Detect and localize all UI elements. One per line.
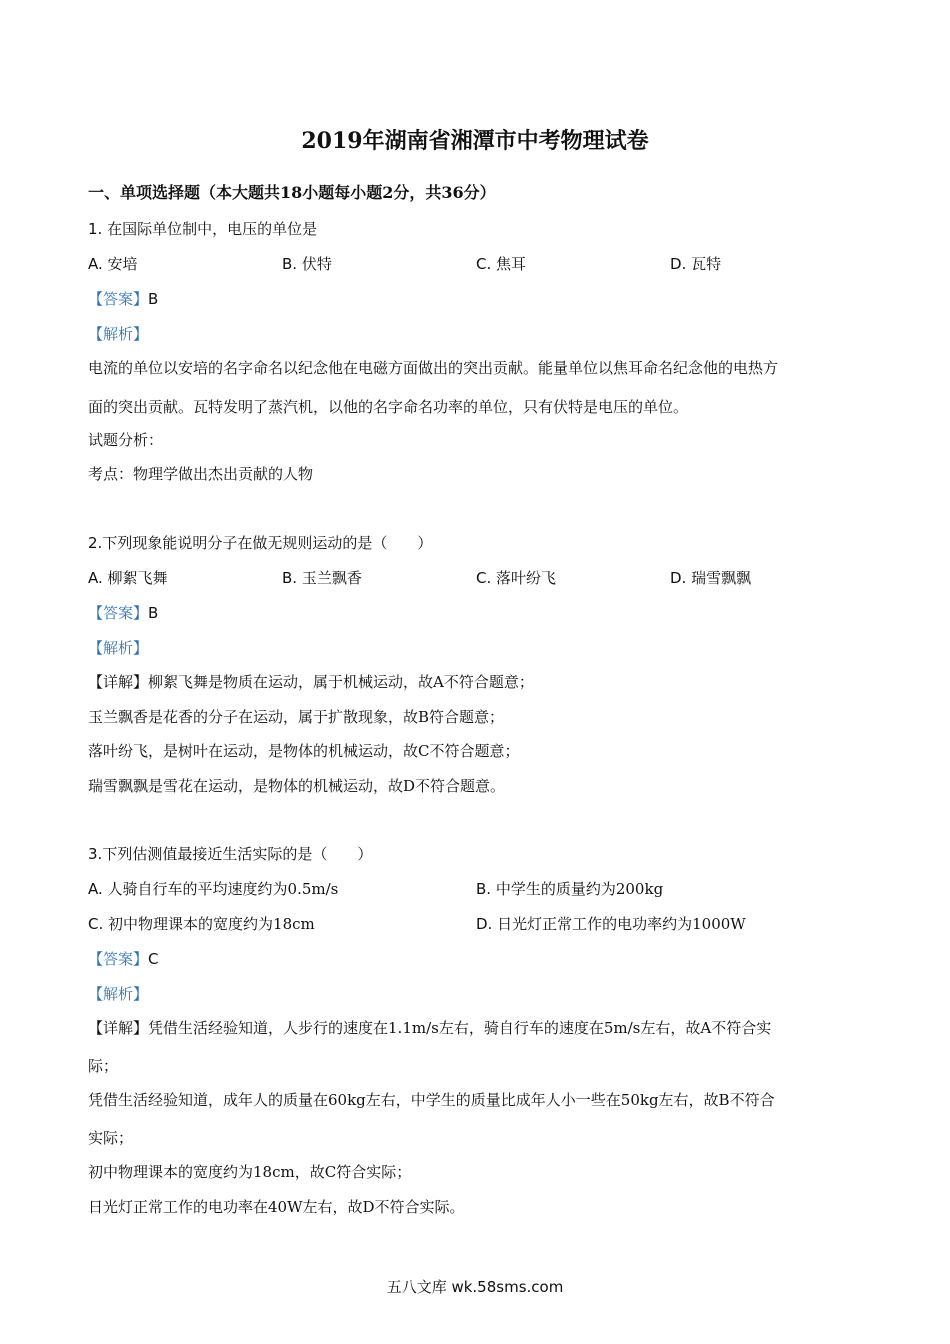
q1-option-a: A. 安培 xyxy=(88,255,138,273)
q2-option-b: B. 玉兰飘香 xyxy=(282,569,362,587)
q1-analysis-tag: 【解析】 xyxy=(88,325,149,343)
detail-tag: 【详解】 xyxy=(88,1019,149,1037)
q3-explanation-line: 际； xyxy=(88,1057,119,1075)
q3-explanation-line: 实际； xyxy=(88,1129,134,1147)
q1-option-d: D. 瓦特 xyxy=(670,255,722,273)
question-number: 2. xyxy=(88,534,103,552)
question-3-stem xyxy=(88,843,372,864)
q3-explanation-line: 凭借生活经验知道，成年人的质量在60kg左右，中学生的质量比成年人小一些在50kg左右，故B不符合 xyxy=(88,1091,775,1109)
q2-option-a: A. 柳絮飞舞 xyxy=(88,569,168,587)
q2-analysis-tag: 【解析】 xyxy=(88,639,149,657)
q2-detail-line: 【详解】柳絮飞舞是物质在运动，属于机械运动，故A不符合题意； xyxy=(88,673,534,691)
question-number: 3. xyxy=(88,845,103,863)
q1-option-c: C. 焦耳 xyxy=(476,255,527,273)
q2-answer xyxy=(88,602,158,623)
q3-analysis-tag: 【解析】 xyxy=(88,985,149,1003)
answer-value: B xyxy=(148,604,159,622)
q3-answer xyxy=(88,948,159,969)
section-heading: 一、单项选择题（本大题共18小题每小题2分，共36分） xyxy=(88,183,496,202)
q1-option-b: B. 伏特 xyxy=(282,255,332,273)
answer-value: C xyxy=(148,950,159,968)
q1-explanation-line: 电流的单位以安培的名字命名以纪念他在电磁方面做出的突出贡献。能量单位以焦耳命名纪念他的电热方 xyxy=(88,359,779,377)
question-text: 在国际单位制中，电压的单位是 xyxy=(107,220,318,238)
q3-explanation-line: 日光灯正常工作的电功率在40W左右，故D不符合实际。 xyxy=(88,1198,465,1216)
q1-explanation-line: 试题分析： xyxy=(88,431,164,449)
q2-explanation-line: 落叶纷飞，是树叶在运动，是物体的机械运动，故C不符合题意； xyxy=(88,742,520,760)
q3-option-b: B. 中学生的质量约为200kg xyxy=(476,880,664,898)
answer-value: B xyxy=(148,290,159,308)
answer-tag: 【答案】 xyxy=(88,604,149,622)
q3-option-c: C. 初中物理课本的宽度约为18cm xyxy=(88,915,315,933)
q2-option-d: D. 瑞雪飘飘 xyxy=(670,569,752,587)
detail-tag: 【详解】 xyxy=(88,673,149,691)
answer-tag: 【答案】 xyxy=(88,950,149,968)
question-text: 下列估测值最接近生活实际的是（ ） xyxy=(102,845,373,863)
q2-explanation-line: 瑞雪飘飘是雪花在运动，是物体的机械运动，故D不符合题意。 xyxy=(88,777,506,795)
q1-explanation-line: 考点：物理学做出杰出贡献的人物 xyxy=(88,465,314,483)
question-number: 1. xyxy=(88,220,103,238)
q1-explanation-line: 面的突出贡献。瓦特发明了蒸汽机，以他的名字命名功率的单位，只有伏特是电压的单位。 xyxy=(88,398,689,416)
footer-watermark: 五八文库 wk.58sms.com xyxy=(386,1278,564,1296)
q2-explanation-line: 玉兰飘香是花香的分子在运动，属于扩散现象，故B符合题意； xyxy=(88,708,505,726)
question-1-stem xyxy=(88,218,317,239)
q3-option-d: D. 日光灯正常工作的电功率约为1000W xyxy=(476,915,746,933)
q3-explanation-line: 初中物理课本的宽度约为18cm，故C符合实际； xyxy=(88,1163,412,1181)
q2-option-c: C. 落叶纷飞 xyxy=(476,569,557,587)
page-title: 2019年湖南省湘潭市中考物理试卷 xyxy=(301,128,649,154)
question-2-stem xyxy=(88,532,432,553)
q3-option-a: A. 人骑自行车的平均速度约为0.5m/s xyxy=(88,880,339,898)
q1-answer xyxy=(88,288,158,309)
answer-tag: 【答案】 xyxy=(88,290,149,308)
question-text: 下列现象能说明分子在做无规则运动的是（ ） xyxy=(102,534,433,552)
q3-detail-line: 【详解】凭借生活经验知道，人步行的速度在1.1m/s左右，骑自行车的速度在5m/s左右，故A不符合实 xyxy=(88,1019,772,1037)
